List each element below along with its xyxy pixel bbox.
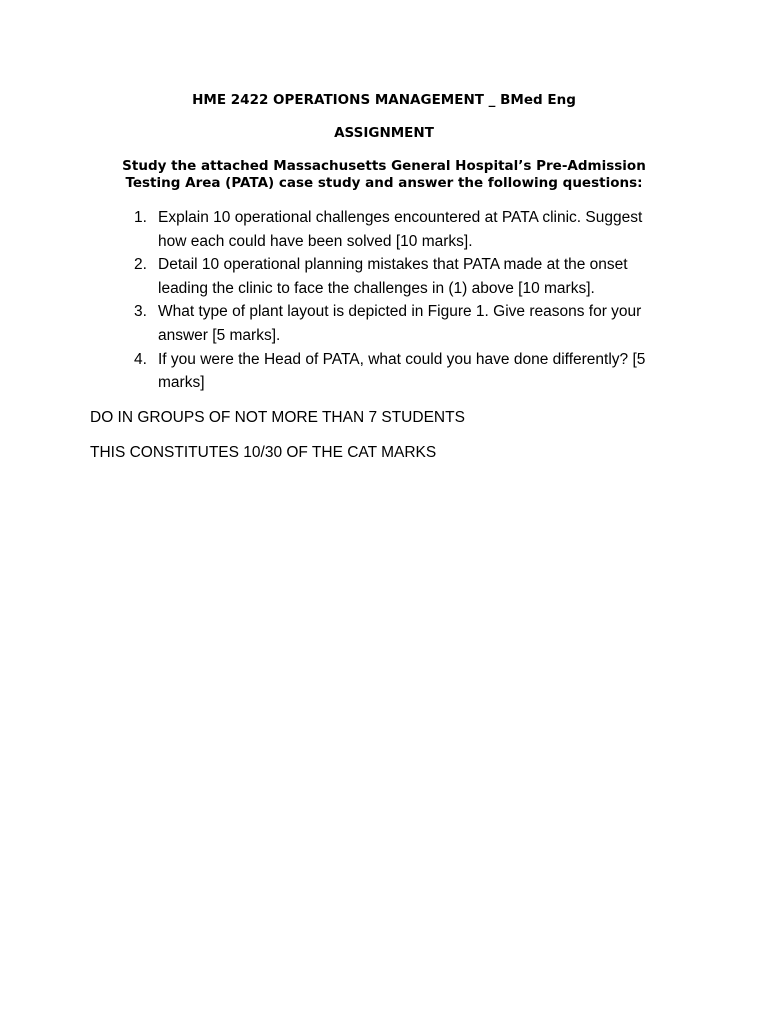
question-number: 4. xyxy=(134,350,147,368)
instructions-line-1: Study the attached Massachusetts General Hospital’s Pre-Admission xyxy=(122,158,646,174)
question-item-3 xyxy=(130,300,680,347)
question-number: 2. xyxy=(134,256,147,274)
question-number: 1. xyxy=(134,209,147,226)
question-text-line: marks] xyxy=(158,374,205,392)
question-text-line: If you were the Head of PATA, what could you have done differently? [5 xyxy=(158,350,646,368)
instructions-line-2: Testing Area (PATA) case study and answer the following questions: xyxy=(125,174,643,191)
question-text-line: Explain 10 operational challenges encountered at PATA clinic. Suggest xyxy=(158,209,643,226)
question-item-1 xyxy=(130,206,680,253)
question-text-line: leading the clinic to face the challenges in (1) above [10 marks]. xyxy=(158,279,595,297)
question-item-2 xyxy=(130,253,680,300)
question-text-line: Detail 10 operational planning mistakes that PATA made at the onset xyxy=(158,256,628,274)
question-list xyxy=(130,206,680,395)
course-title: HME 2422 OPERATIONS MANAGEMENT _ BMed Eng xyxy=(192,92,576,108)
group-size-note: DO IN GROUPS OF NOT MORE THAN 7 STUDENTS xyxy=(90,409,465,426)
question-text-line: how each could have been solved [10 marks]. xyxy=(158,232,473,250)
question-number: 3. xyxy=(134,303,147,321)
question-item-4 xyxy=(130,348,680,395)
assignment-title: ASSIGNMENT xyxy=(334,125,434,141)
instructions xyxy=(0,158,768,191)
question-text-line: answer [5 marks]. xyxy=(158,326,281,344)
question-text-line: What type of plant layout is depicted in Figure 1. Give reasons for your xyxy=(158,303,642,321)
cat-marks-note: THIS CONSTITUTES 10/30 OF THE CAT MARKS xyxy=(90,444,437,461)
